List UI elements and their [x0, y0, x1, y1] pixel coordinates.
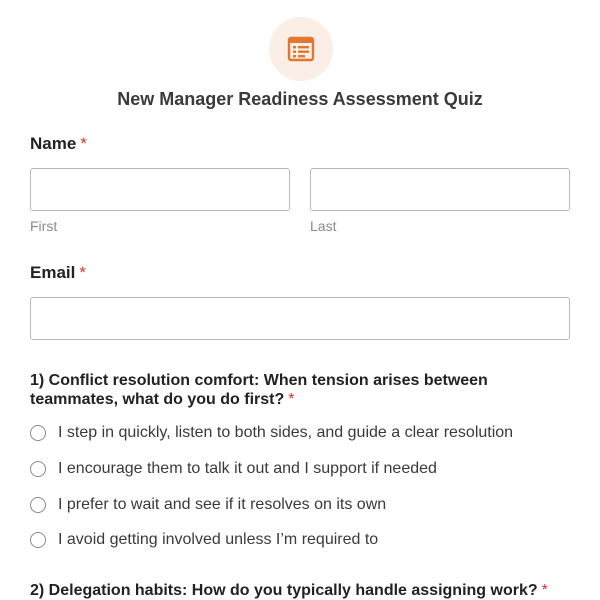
required-asterisk: * [79, 263, 86, 282]
last-name-input[interactable] [310, 168, 570, 211]
first-name-sublabel: First [30, 218, 58, 234]
radio-button[interactable] [30, 532, 46, 548]
email-label-text: Email [30, 263, 76, 282]
email-input[interactable] [30, 297, 570, 340]
radio-button[interactable] [30, 461, 46, 477]
question-1-text: 1) Conflict resolution comfort: When tension arises between teammates, what do you do first? [30, 372, 488, 408]
name-label [30, 134, 87, 154]
radio-button[interactable] [30, 497, 46, 513]
required-asterisk: * [288, 391, 295, 408]
question-1-choice-2[interactable] [30, 458, 437, 480]
choice-label: I prefer to wait and see if it resolves on its own [58, 496, 387, 513]
question-1-choice-3[interactable] [30, 494, 386, 516]
form-checklist-icon [286, 34, 316, 64]
radio-button[interactable] [30, 425, 46, 441]
last-name-sublabel: Last [310, 218, 337, 234]
form-header-badge [269, 17, 333, 81]
question-2-text: 2) Delegation habits: How do you typically handle assigning work? [30, 582, 538, 599]
required-asterisk: * [541, 582, 548, 599]
name-label-text: Name [30, 134, 77, 153]
first-name-input[interactable] [30, 168, 290, 211]
question-2-label [30, 581, 550, 600]
form-title: New Manager Readiness Assessment Quiz [117, 89, 483, 109]
email-label [30, 263, 86, 283]
choice-label: I step in quickly, listen to both sides, and guide a clear resolution [58, 424, 514, 441]
question-1-choice-4[interactable] [30, 529, 378, 551]
question-1-label [30, 371, 550, 409]
choice-label: I avoid getting involved unless I’m required to [58, 531, 379, 548]
required-asterisk: * [80, 134, 87, 153]
choice-label: I encourage them to talk it out and I support if needed [58, 460, 437, 477]
question-1-choice-1[interactable] [30, 422, 513, 444]
